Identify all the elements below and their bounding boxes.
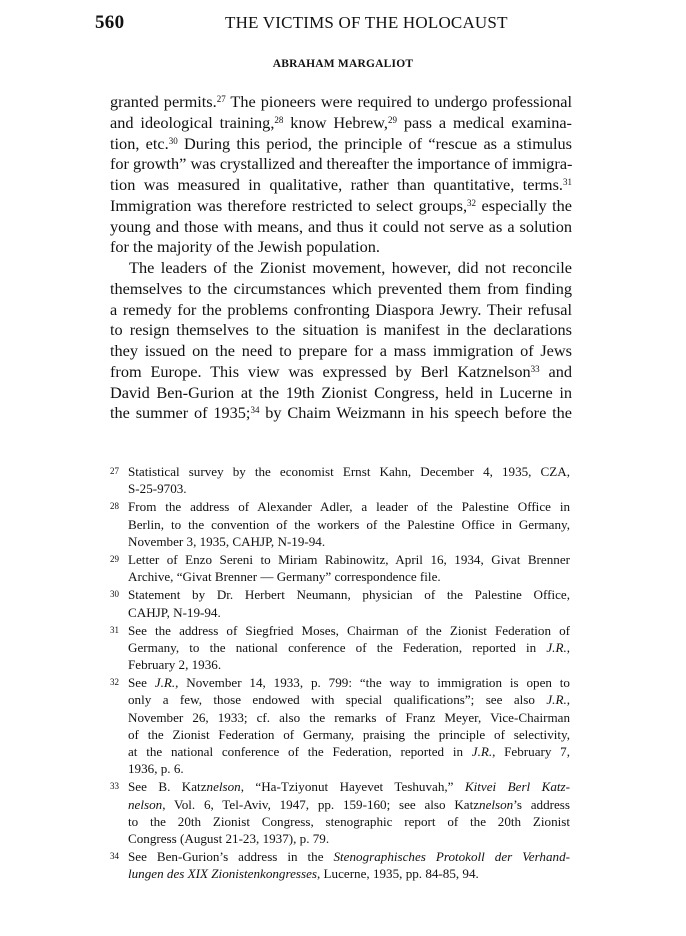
running-header <box>95 12 595 36</box>
footnote-ref: 34 <box>250 405 260 416</box>
footnote <box>110 778 570 847</box>
body-line: and ideological training,$^{28}$ know Hebrew,$^{29}$ pass a medical examina- <box>110 112 572 132</box>
footnote-line: lungen des XIX Zionistenkongresses, Lucerne, 1935, pp. 84-85, 94. <box>128 866 479 882</box>
page-number: 560 <box>95 12 125 33</box>
footnote-line: S-25-9703. <box>128 481 187 497</box>
footnote-number: 32 <box>110 677 119 688</box>
footnotes <box>110 463 570 884</box>
body-line: for the majority of the Jewish population. <box>110 237 380 257</box>
body-line: granted permits.$^{27}$ The pioneers were required to undergo professional <box>110 92 572 111</box>
footnote-number: 29 <box>110 553 119 564</box>
footnote-line: to the 20th Zionist Congress, stenographic report of the 20th Zionist <box>128 813 570 829</box>
footnote-number: 28 <box>110 501 119 512</box>
footnote-line: Congress (August 21-23, 1937), p. 79. <box>128 830 330 846</box>
footnote-number: 31 <box>110 624 119 635</box>
footnote-line: See the address of Siegfried Moses, Chairman of the Zionist Federation of <box>128 622 570 638</box>
footnote-ref: 27 <box>216 94 226 104</box>
footnote-line: nelson, Vol. 6, Tel-Aviv, 1947, pp. 159-160; see also Katznelson’s address <box>128 796 570 812</box>
footnote-line: November 3, 1935, CAHJP, N-19-94. <box>128 533 326 549</box>
footnote-line: See B. Katznelson, “Ha-Tziyonut Hayevet Teshuvah,” Kitvei Berl Katz- <box>128 779 570 795</box>
running-title: THE VICTIMS OF THE HOLOCAUST <box>225 13 508 32</box>
footnote-line: Statement by Dr. Herbert Neumann, physician of the Palestine Office, <box>128 587 570 603</box>
footnote-line: Germany, to the national conference of the Federation, reported in J.R., <box>128 639 570 655</box>
body-line: to resign themselves to the situation is manifest in the declarations <box>110 320 572 340</box>
body-line: The leaders of the Zionist movement, however, did not reconcile <box>129 258 572 277</box>
footnote-line: 1936, p. 6. <box>128 761 184 777</box>
footnote <box>110 674 570 777</box>
body-line: for growth” was crystallized and thereafter the importance of immigra- <box>110 154 573 174</box>
footnote-line: at the national conference of the Federation, reported in J.R., February 7, <box>128 744 570 759</box>
body-line: tion was measured in qualitative, rather than quantitative, terms.$^{31}$ <box>110 175 572 194</box>
body-text <box>110 92 572 424</box>
body-line: they issued on the need to prepare for a mass immigration of Jews <box>110 341 572 360</box>
footnote-number: 33 <box>110 781 119 792</box>
footnote-line: Archive, “Givat Brenner — Germany” correspondence file. <box>128 569 441 585</box>
footnote-line: CAHJP, N-19-94. <box>128 604 221 620</box>
footnote <box>110 622 570 674</box>
body-line: the summer of 1935;$^{34}$ by Chaim Weizmann in his speech before the <box>110 403 572 423</box>
body-line: Immigration was therefore restricted to select groups,$^{32}$ especially the <box>110 195 572 215</box>
footnote-ref: 33 <box>530 363 540 374</box>
footnote-line: See J.R., November 14, 1933, p. 799: “the way to immigration is open to <box>128 675 570 691</box>
footnote-line: Berlin, to the convention of the workers of the Palestine Office in Germany, <box>128 516 570 532</box>
body-line: young and those with means, and thus it could not serve as a solution <box>110 216 572 236</box>
footnote <box>110 498 570 550</box>
footnote <box>110 586 570 620</box>
footnote-line: From the address of Alexander Adler, a leader of the Palestine Office in <box>128 499 570 515</box>
footnote-number: 34 <box>110 851 119 862</box>
body-line: themselves to the circumstances which prevented them from finding <box>110 278 572 298</box>
footnote-ref: 29 <box>387 114 397 125</box>
body-line: a remedy for the problems confronting Diaspora Jewry. Their refusal <box>110 299 572 319</box>
footnote-line: November 26, 1933; cf. also the remarks of Franz Meyer, Vice-Chairman <box>128 709 570 725</box>
footnote-line: See Ben-Gurion’s address in the Stenographisches Protokoll der Verhand- <box>128 849 570 865</box>
body-line: David Ben-Gurion at the 19th Zionist Congress, held in Lucerne in <box>110 382 572 402</box>
author-name: ABRAHAM MARGALIOT <box>272 58 414 70</box>
footnote-line: Statistical survey by the economist Ernst Kahn, December 4, 1935, CZA, <box>128 464 570 479</box>
footnote-ref: 32 <box>467 197 477 208</box>
footnote-ref: 30 <box>168 135 178 146</box>
footnote-line: February 2, 1936. <box>128 657 222 673</box>
footnote <box>110 848 570 882</box>
footnote-line: of the Zionist Federation of Germany, praising the principle of selectivity, <box>128 726 570 742</box>
footnote-number: 30 <box>110 589 119 600</box>
footnote <box>110 551 570 585</box>
body-line: from Europe. This view was expressed by Berl Katznelson$^{33}$ and <box>110 361 572 381</box>
footnote <box>110 463 570 497</box>
footnote-line: Letter of Enzo Sereni to Miriam Rabinowitz, April 16, 1934, Givat Brenner <box>128 551 570 567</box>
footnote-line: only a few, those endowed with special qualifications”; see also J.R., <box>128 692 570 708</box>
footnote-ref: 31 <box>563 177 572 187</box>
footnote-number: 27 <box>110 466 119 476</box>
footnote-ref: 28 <box>274 114 284 125</box>
body-line: tion, etc.$^{30}$ During this period, the principle of “rescue as a stimulus <box>110 133 572 153</box>
